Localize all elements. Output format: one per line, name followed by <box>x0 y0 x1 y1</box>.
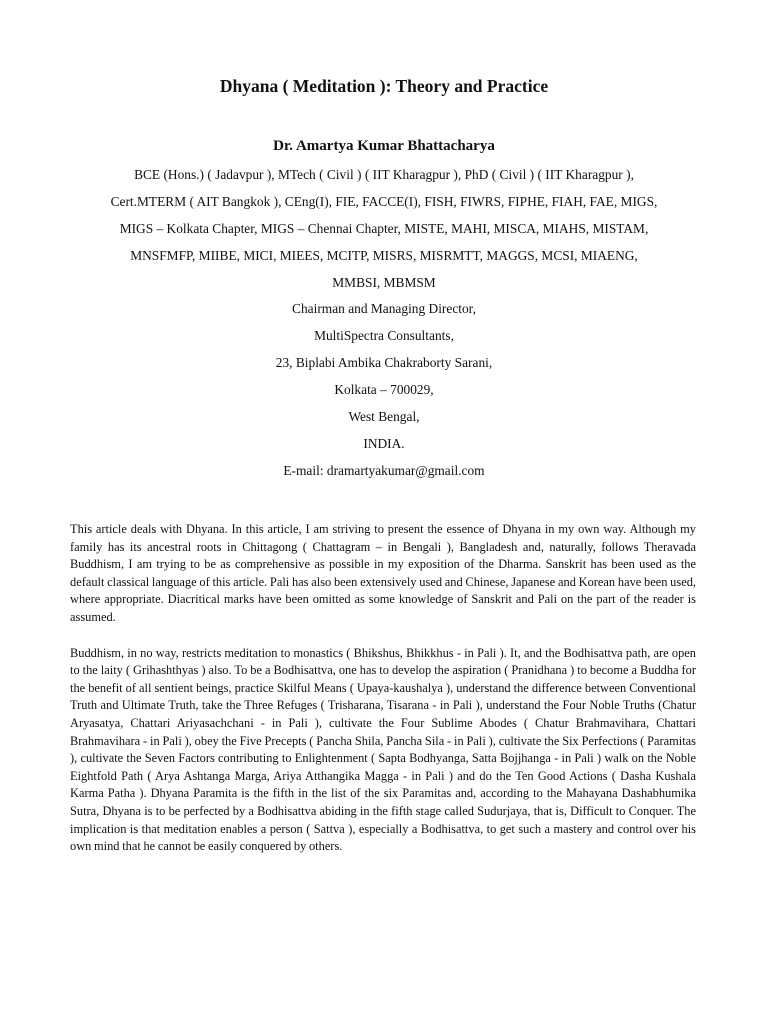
address-city: Kolkata – 700029, <box>334 382 434 398</box>
author-memberships-line: MIGS – Kolkata Chapter, MIGS – Chennai Chapter, MISTE, MAHI, MISCA, MIAHS, MISTAM, <box>119 220 649 236</box>
author-memberships-line: MNSFMFP, MIIBE, MICI, MIEES, MCITP, MISRS, MISRMTT, MAGGS, MCSI, MIAENG, <box>130 247 638 263</box>
document-title: Dhyana ( Meditation ): Theory and Practice <box>219 76 549 96</box>
paragraph-bodhisattva-path: Buddhism, in no way, restricts meditation to monastics ( Bhikshus, Bhikkhus - in Pali ). It, and the Bodhisattva path, are open to the laity ( Grihashthyas ) also. To be a Bodhisattva, one has to develop the aspiration ( Pranidhana ) to become a Buddha for the benefit of all sentient beings, practice Skilful Means ( Upaya-kaushalya ), understand the difference between Conventional Truth and Ultimate Truth, take the Three Refuges ( Trisharana, Tisarana - in Pali ), understand the Four Noble Truths (Chatur Aryasatya, Chattari Ariyasachchani - in Pali ), cultivate the Four Sublime Abodes ( Chatur Brahmavihara, Chattari Brahmavihara - in Pali ), obey the Five Precepts ( Pancha Shila, Pancha Sila - in Pali ), cultivate the Six Perfections ( Paramitas ), cultivate the Seven Factors contributing to Enlightenment ( Sapta Bodhyanga, Satta Bojjhanga - in Pali ) walk on the Noble Eightfold Path ( Arya Ashtanga Marga, Ariya Atthangika Magga - in Pali ) and do the Ten Good Actions ( Dasha Kushala Karma Patha ). Dhyana Paramita is the fifth in the list of the six Paramitas and, according to the Mahayana Dashabhumika Sutra, Dhyana is to be perfected by a Bodhisattva abiding in the fifth stage called Sudurjaya, that is, Difficult to Conquer. The implication is that meditation enables a person ( Sattva ), especially a Bodhisattva, to get such a mastery and control over his own mind that he cannot be easily conquered by others. <box>70 645 696 854</box>
article-body <box>70 521 696 874</box>
paragraph-introduction: This article deals with Dhyana. In this article, I am striving to present the essence of Dhyana in my own way. Although my family has its ancestral roots in Chittagong ( Chattagram – in Bengali ), Bangladesh and, naturally, follows Theravada Buddhism, I am trying to be as comprehensive as possible in my exposition of the Dharma. Sanskrit has been used as the default classical language of this article. Pali has also been extensively used and Chinese, Japanese and Korean have been used, where appropriate. Diacritical marks have been omitted as some knowledge of Sanskrit and Pali on the part of the reader is assumed. <box>70 522 696 624</box>
company-name: MultiSpectra Consultants, <box>314 328 454 344</box>
author-memberships-line: MMBSI, MBMSM <box>332 274 436 290</box>
author-qualifications-line: BCE (Hons.) ( Jadavpur ), MTech ( Civil ) ( IIT Kharagpur ), PhD ( Civil ) ( IIT Kharagpur ), <box>134 167 634 182</box>
author-name: Dr. Amartya Kumar Bhattacharya <box>273 138 495 154</box>
author-email: E-mail: dramartyakumar@gmail.com <box>283 462 485 478</box>
author-qualifications-line: Cert.MTERM ( AIT Bangkok ), CEng(I), FIE, FACCE(I), FISH, FIWRS, FIPHE, FIAH, FAE, MIGS, <box>110 193 658 209</box>
author-info <box>0 162 768 485</box>
author-position: Chairman and Managing Director, <box>292 301 476 317</box>
address-country: INDIA. <box>363 435 405 451</box>
address-state: West Bengal, <box>348 409 420 425</box>
address-street: 23, Biplabi Ambika Chakraborty Sarani, <box>275 355 493 371</box>
